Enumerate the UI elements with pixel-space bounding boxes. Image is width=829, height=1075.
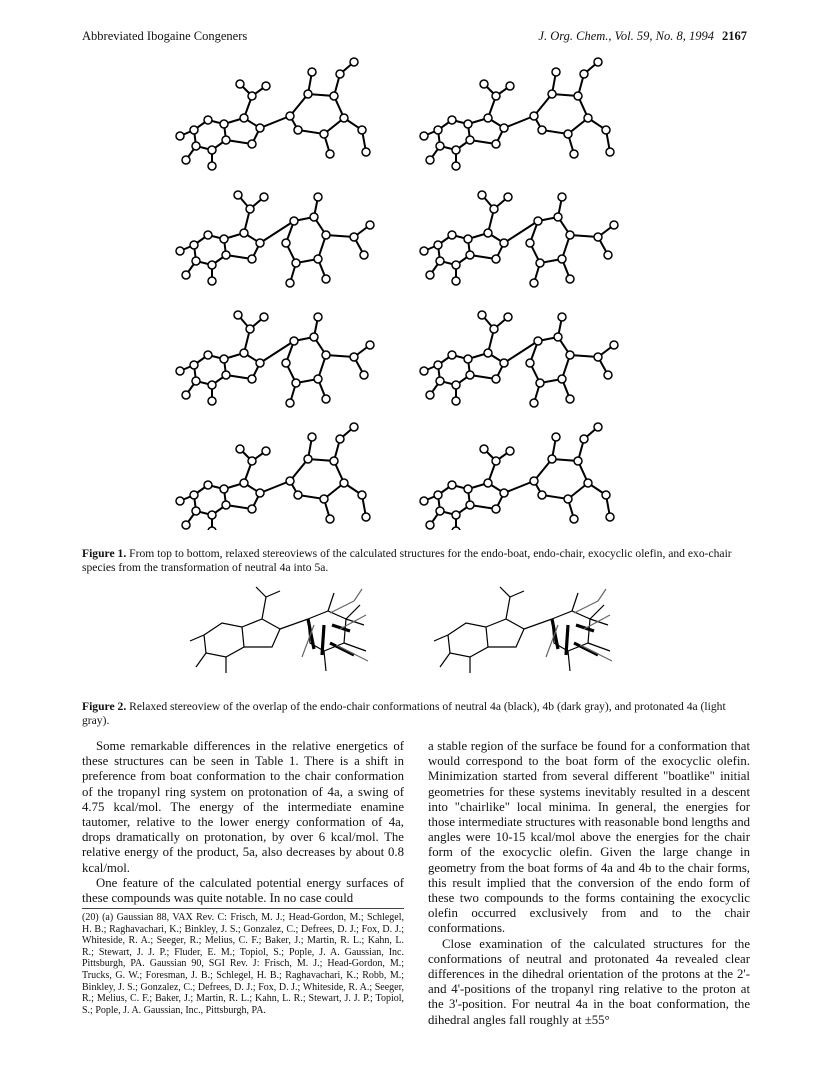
journal-citation: J. Org. Chem., Vol. 59, No. 8, 1994 xyxy=(538,29,714,43)
running-header-journal xyxy=(538,29,747,44)
figure2-caption xyxy=(82,700,750,727)
figure2-stereoview xyxy=(180,585,650,685)
figure2-caption-text: Relaxed stereoview of the overlap of the endo-chair conformations of neutral 4a (black), 4b (dark gray), and protonated 4a (light gray). xyxy=(82,700,726,727)
stereo-pair-exocyclic-olefin xyxy=(176,311,618,407)
page-number: 2167 xyxy=(722,29,747,43)
stereo-pair-endo-chair xyxy=(176,191,618,287)
stereo-right-wireframe xyxy=(434,587,612,673)
body-column-right xyxy=(428,739,750,1028)
figure1-label: Figure 1. xyxy=(82,547,127,560)
running-header-title: Abbreviated Ibogaine Congeners xyxy=(82,29,248,43)
paragraph: Close examination of the calculated structures for the conformations of neutral and protonated 4a revealed clear differences in the dihedral orientation of the protons at the 2'- and 4'-positions of the tropanyl ring relative to the proton at the 3'-position. For neutral 4a in the boat conformation, the dihedral angles fall roughly at ±55° xyxy=(428,936,750,1027)
stereo-pair-endo-boat xyxy=(176,58,614,170)
footnote-20: (20) (a) Gaussian 88, VAX Rev. C: Frisch, M. J.; Head-Gordon, M.; Schlegel, H. B.; Raghavachari, K.; Binkley, J. S.; Gonzalez, C.; Defrees, D. J.; Fox, D. J.; Whiteside, R. A.; Seeger, R.; Melius, C. F.; Baker, J.; Martin, R. L.; Kahn, L. R.; Stewart, J. J. P.; Fluder, E. M.; Topiol, S.; Pople, J. A. Gaussian, Inc. Pittsburgh, PA. Gaussian 90, SGI Rev. J: Frisch, M. J.; Head-Gordon, M.; Trucks, G. W.; Foresman, J. B.; Schlegel, H. B.; Raghavachari, K.; Robb, M.; Binkley, J. S.; Gonzalez, C.; Defrees, D. J.; Fox, D. J.; Whiteside, R. A.; Seeger, R.; Melius, C. F.; Baker, J.; Martin, R. L.; Kahn, L. R.; Stewart, J. J. P.; Topiol, S.; Pople, J. A. Gaussian, Inc., Pittsburgh, PA. xyxy=(82,908,404,1016)
paragraph: One feature of the calculated potential energy surfaces of these compounds was quite notable. In no case could xyxy=(82,875,404,906)
body-column-left xyxy=(82,739,404,906)
figure1-caption xyxy=(82,547,750,574)
paragraph: a stable region of the surface be found for a conformation that would correspond to the boat form of the exocyclic olefin. Minimization started from several different "boatlike" initial geometries for these systems inevitably resulted in a descent into "chairlike" local minima. In general, the energies for those intermediate structures with reasonable bond lengths and angles were 10-15 kcal/mol above the energies for the chair form of the exocyclic olefin. Given the large change in geometry from the boat forms of 4a and 4b to the chair forms, this result implied that the conversion of the endo form of these two compounds to the forms containing the exocyclic olefin occurred exclusively from and to the chair conformations. xyxy=(428,739,750,936)
figure1-stereoviews xyxy=(160,50,670,530)
figure1-caption-text: From top to bottom, relaxed stereoviews of the calculated structures for the endo-boat, endo-chair, exocyclic olefin, and exo-chair species from the transformation of neutral 4a into 5a. xyxy=(82,547,732,574)
stereo-left-wireframe xyxy=(190,587,368,673)
paragraph: Some remarkable differences in the relative energetics of these structures can be seen in Table 1. There is a shift in preference from boat conformation to the chair conformation of the tropanyl ring system on protonation of 4a, a swing of 4.75 kcal/mol. The energy of the intermediate enamine tautomer, relative to the lower energy conformation of 4a, drops dramatically on protonation, by over 6 kcal/mol. The relative energy of the product, 5a, also decreases by about 0.8 kcal/mol. xyxy=(82,739,404,875)
stereo-pair-exo-chair xyxy=(176,423,614,530)
figure2-label: Figure 2. xyxy=(82,700,127,713)
